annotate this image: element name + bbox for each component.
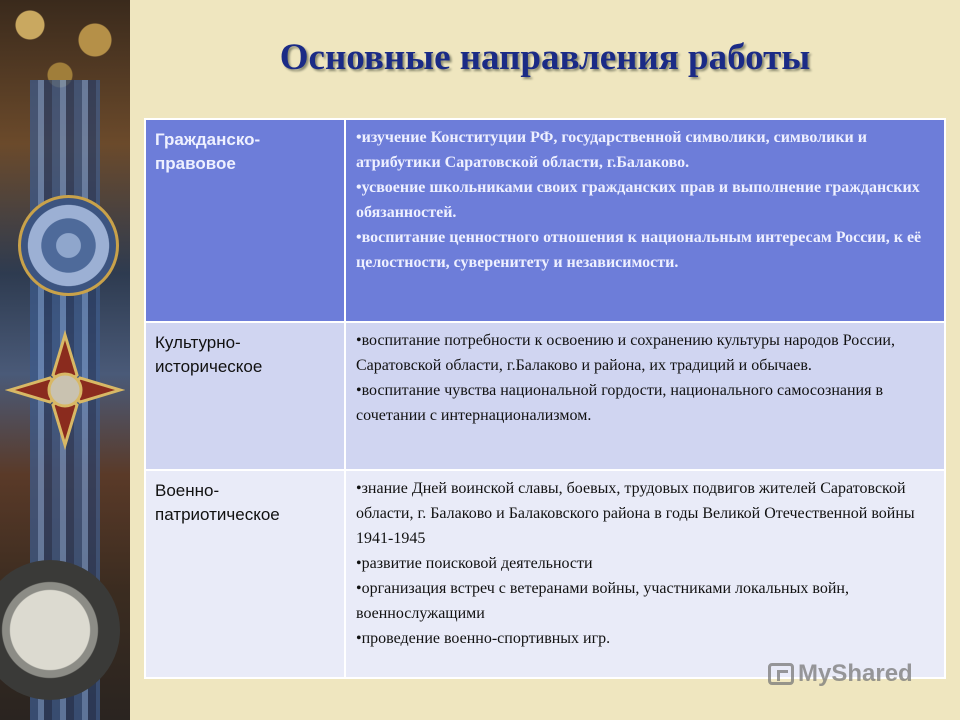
- list-item: •организация встреч с ветеранами войны, участниками локальных войн, военнослужащими: [356, 580, 849, 622]
- decorative-medals-photo: [0, 0, 130, 720]
- items-cell: [345, 322, 945, 470]
- slide-title: Основные направления работы: [279, 37, 811, 78]
- category-cell: Военно-патриотическое: [145, 470, 345, 678]
- items-cell: [345, 119, 945, 322]
- list-item: •развитие поисковой деятельности: [356, 555, 593, 572]
- list-item: •воспитание ценностного отношения к национальным интересам России, к её целостности, суверенитету и независимости.: [356, 229, 922, 271]
- compass-decoration: [0, 560, 120, 700]
- category-cell: Культурно-историческое: [145, 322, 345, 470]
- list-item: •проведение военно-спортивных игр.: [356, 630, 611, 647]
- table-row-civil-legal: [145, 119, 945, 322]
- list-item: •воспитание чувства национальной гордости, национального самосознания в сочетании с интернационализмом.: [356, 382, 884, 424]
- list-item: •знание Дней воинской славы, боевых, трудовых подвигов жителей Саратовской области, г. Балаково и Балаковского района в годы Великой Отечественной войны 1941-1945: [356, 480, 915, 547]
- items-cell: [345, 470, 945, 678]
- myshared-logo-icon: [768, 663, 794, 685]
- table-row-cultural-historical: [145, 322, 945, 470]
- brass-buttons-decoration: [0, 0, 130, 90]
- table-row-military-patriotic: [145, 470, 945, 678]
- order-cross-icon: [5, 330, 125, 450]
- list-item: •усвоение школьниками своих гражданских прав и выполнение гражданских обязанностей.: [356, 179, 920, 221]
- directions-table: [144, 118, 946, 679]
- list-item: •изучение Конституции РФ, государственной символики, символики и атрибутики Саратовской области, г.Балаково.: [356, 129, 867, 171]
- rosette-decoration: [18, 195, 119, 296]
- myshared-watermark: [768, 657, 913, 691]
- list-item: •воспитание потребности к освоению и сохранению культуры народов России, Саратовской области, г.Балаково и района, их традиций и обычаев.: [356, 332, 895, 374]
- category-cell: Гражданско-правовое: [145, 119, 345, 322]
- watermark-text: MyShared: [798, 660, 913, 687]
